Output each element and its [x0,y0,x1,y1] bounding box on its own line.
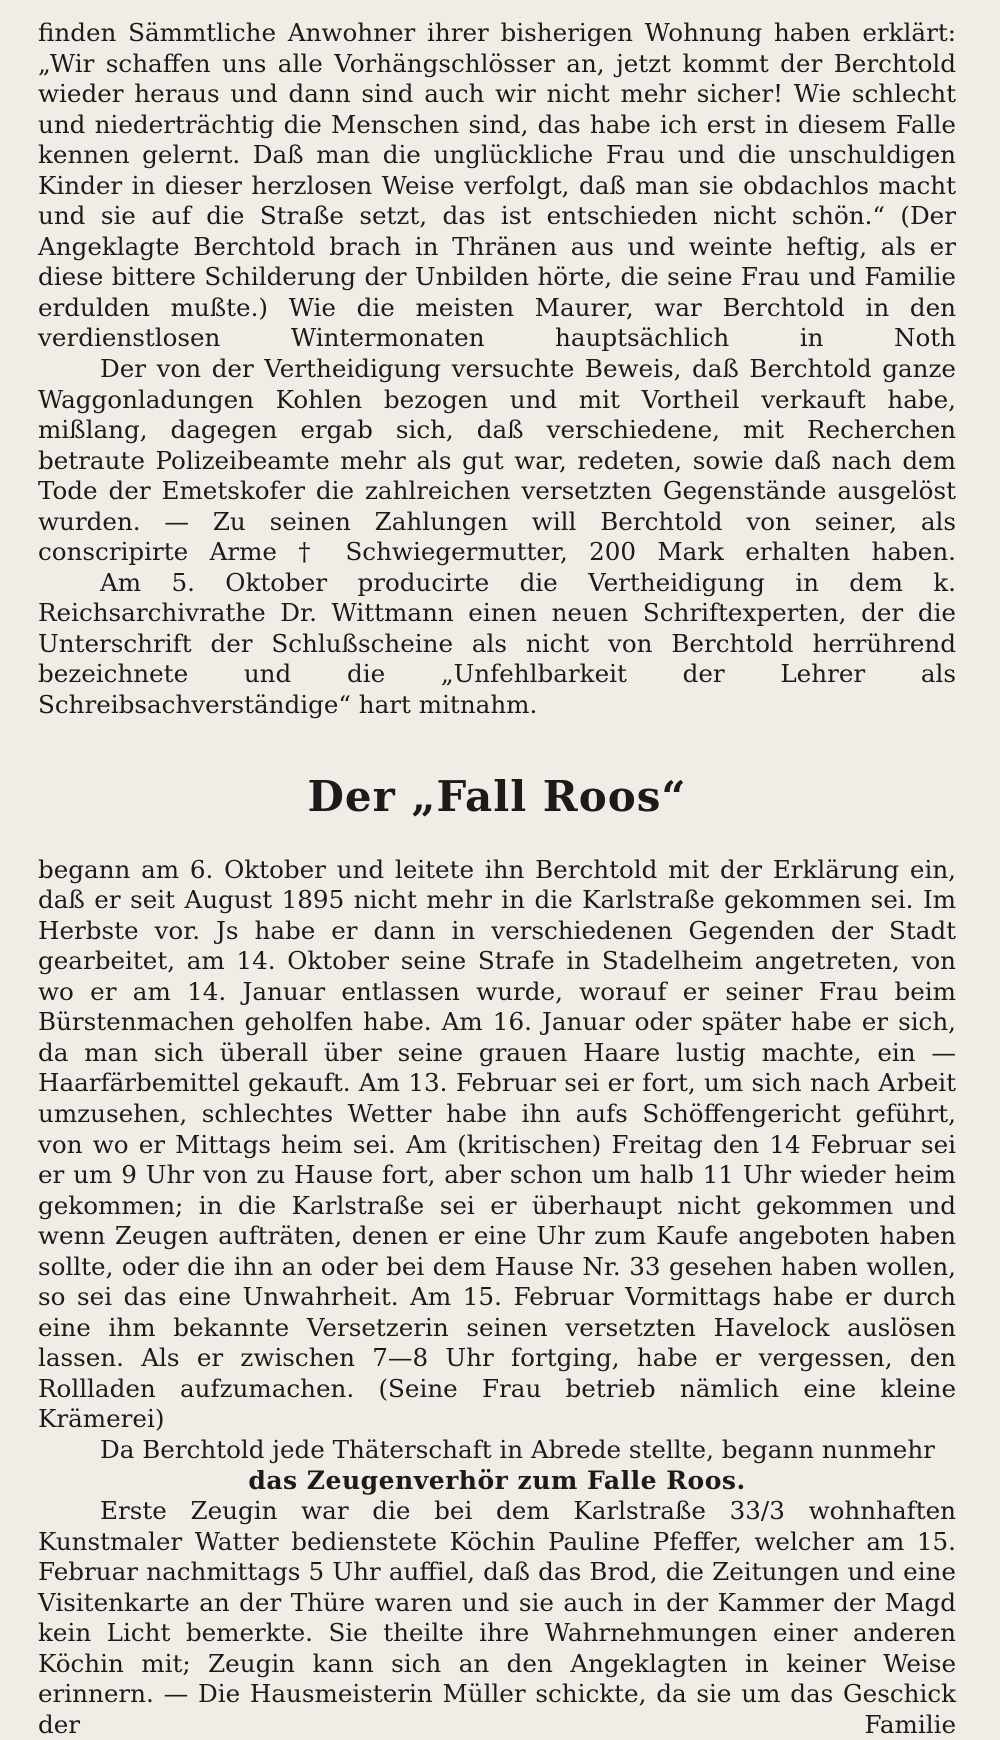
text-paragraph: Erste Zeugin war die bei dem Karlstraße 33/3 wohnhaften Kunstmaler Watter bedienstete Köchin Pauline Pfeffer, welcher am 15. Februar nachmittags 5 Uhr auffiel, daß das Brod, die Zeitungen und eine Visitenkarte an der Thüre waren und sie auch in der Kammer der Magd kein Licht bemerkte. Sie theilte ihre Wahrnehmungen einer anderen Köchin mit; Zeugin kann sich an den Angeklagten in keiner Weise erinnern. — Die Hausmeisterin Müller schickte, da sie um das Geschick der Familie [38,1496,956,1739]
subheading: das Zeugenverhör zum Falle Roos. [248,1465,746,1495]
section-heading: Der „Fall Roos“ [307,771,687,821]
text-paragraph: Da Berchtold jede Thäterschaft in Abrede stellte, begann nunmehr [100,1434,935,1464]
text-paragraph: finden Sämmtliche Anwohner ihrer bisherigen Wohnung haben erklärt: „Wir schaffen uns alle Vorhängschlösser an, jetzt kommt der Berchtold wieder heraus und dann sind auch wir nicht mehr sicher! Wie schlecht und niederträchtig die Menschen sind, das habe ich erst in diesem Falle kennen gelernt. Daß man die unglückliche Frau und die unschuldigen Kinder in dieser herzlosen Weise verfolgt, daß man sie obdachlos macht und sie auf die Straße setzt, das ist entschieden nicht schön.“ (Der Angeklagte Berchtold brach in Thränen aus und weinte heftig, als er diese bittere Schilderung der Unbilden hörte, die seine Frau und Familie erdulden mußte.) Wie die meisten Maurer, war Berchtold in den verdienstlosen Wintermonaten hauptsächlich in Noth [38,18,956,353]
text-paragraph: Der von der Vertheidigung versuchte Beweis, daß Berchtold ganze Waggonladungen Kohlen bezogen und mit Vortheil verkauft habe, mißlang, dagegen ergab sich, daß verschiedene, mit Recherchen betraute Polizeibeamte mehr als gut war, redeten, sowie daß nach dem Tode der Emetskofer die zahlreichen versetzten Gegenstände ausgelöst wurden. — Zu seinen Zahlungen will Berchtold von seiner, als conscripirte Arme † Schwiegermutter, 200 Mark erhalten haben. [38,354,956,567]
text-paragraph: Am 5. Oktober producirte die Vertheidigung in dem k. Reichsarchivrathe Dr. Wittmann einen neuen Schriftexperten, der die Unterschrift der Schlußscheine als nicht von Berchtold herrührend bezeichnete und die „Unfehlbarkeit der Lehrer als Schreibsachverständige“ hart mitnahm. [38,567,956,720]
text-paragraph: begann am 6. Oktober und leitete ihn Berchtold mit der Erklärung ein, daß er seit August 1895 nicht mehr in die Karlstraße gekommen sei. Im Herbste vor. Js habe er dann in verschiedenen Gegenden der Stadt gearbeitet, am 14. Oktober seine Strafe in Stadelheim angetreten, von wo er am 14. Januar entlassen wurde, worauf er seiner Frau beim Bürstenmachen geholfen habe. Am 16. Januar oder später habe er sich, da man sich überall über seine grauen Haare lustig machte, ein — Haarfärbemittel gekauft. Am 13. Februar sei er fort, um sich nach Arbeit umzusehen, schlechtes Wetter habe ihn aufs Schöffengericht geführt, von wo er Mittags heim sei. Am (kritischen) Freitag den 14 Februar sei er um 9 Uhr von zu Hause fort, aber schon um halb 11 Uhr wieder heim gekommen; in die Karlstraße sei er überhaupt nicht gekommen und wenn Zeugen aufträten, denen er eine Uhr zum Kaufe angeboten haben sollte, oder die ihn an oder bei dem Hause Nr. 33 gesehen haben wollen, so sei das eine Unwahrheit. Am 15. Februar Vormittags habe er durch eine ihm bekannte Versetzerin seinen versetzten Havelock auslösen lassen. Als er zwischen 7—8 Uhr fortging, habe er vergessen, den Rollladen aufzumachen. (Seine Frau betrieb nämlich eine kleine Krämerei) [38,854,956,1434]
